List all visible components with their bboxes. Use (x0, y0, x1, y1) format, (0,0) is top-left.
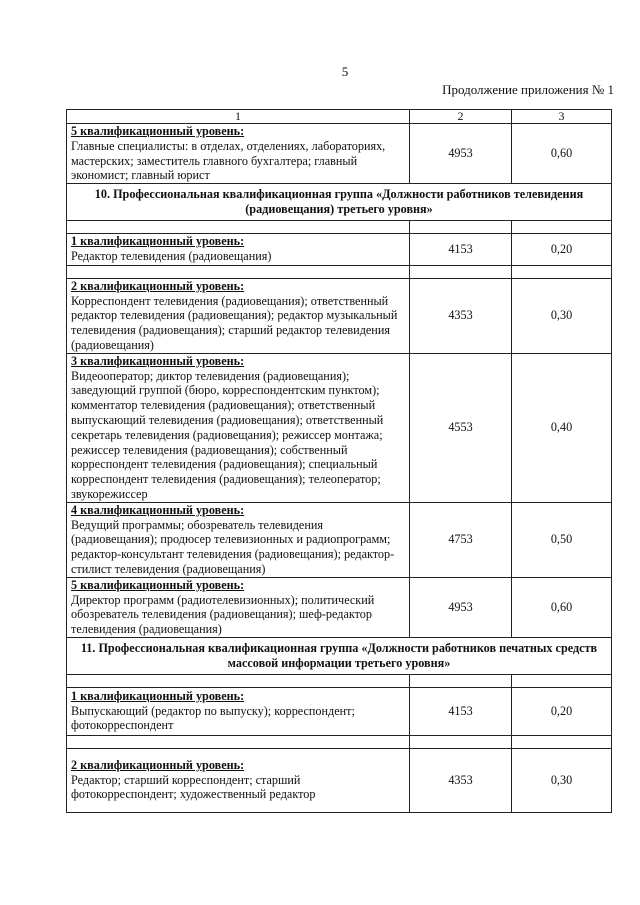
spacer-row (67, 735, 612, 748)
group-title-row (67, 637, 612, 674)
positions-text: Выпускающий (редактор по выпуску); корреспондент; фотокорреспондент (71, 703, 355, 733)
salary-cell: 4953 (410, 124, 512, 184)
header-col-3: 3 (512, 110, 612, 124)
table-row (67, 278, 612, 353)
spacer-row (67, 265, 612, 278)
table-row (67, 353, 612, 502)
position-cell (67, 233, 410, 265)
level-label: 4 квалификационный уровень: (71, 502, 245, 517)
table-row (67, 233, 612, 265)
spacer-row (67, 220, 612, 233)
level-label: 2 квалификационный уровень: (71, 278, 245, 293)
position-cell (67, 577, 410, 637)
level-label: 3 квалификационный уровень: (71, 353, 245, 368)
salary-cell: 4953 (410, 577, 512, 637)
level-label: 1 квалификационный уровень: (71, 688, 245, 703)
coef-cell: 0,20 (512, 687, 612, 735)
position-cell (67, 748, 410, 812)
spacer-cell (67, 735, 410, 748)
positions-text: Главные специалисты: в отделах, отделениях, лабораториях, мастерских; заместитель главного бухгалтера; главный экономист; главный юрист (71, 138, 386, 183)
position-cell (67, 502, 410, 577)
level-label: 1 квалификационный уровень: (71, 234, 245, 249)
spacer-cell (410, 265, 512, 278)
header-col-2: 2 (410, 110, 512, 124)
spacer-cell (512, 735, 612, 748)
group-title-row (67, 184, 612, 221)
level-label: 5 квалификационный уровень: (71, 124, 245, 138)
table-row (67, 748, 612, 812)
spacer-cell (410, 735, 512, 748)
coef-cell: 0,30 (512, 748, 612, 812)
spacer-row (67, 674, 612, 687)
coef-cell: 0,40 (512, 353, 612, 502)
positions-text: Видеооператор; диктор телевидения (радиовещания); заведующий группой (бюро, корреспондентским пунктом); комментатор телевидения (радиовещания); ответственный выпускающий телевидения (радиовещания); ответственный секретарь телевидения (радиовещания); режиссер монтажа; режиссер телевидения (радиовещания); собственный корреспондент телевидения (радиовещания); специальный корреспондент телевидения (радиовещания); телеоператор; звукорежиссер (71, 368, 384, 501)
table-row (67, 124, 612, 184)
coef-cell: 0,20 (512, 233, 612, 265)
salary-cell: 4553 (410, 353, 512, 502)
spacer-cell (67, 674, 410, 687)
coef-cell: 0,30 (512, 278, 612, 353)
coef-cell: 0,60 (512, 577, 612, 637)
table-row (67, 687, 612, 735)
salary-cell: 4353 (410, 278, 512, 353)
page-number: 5 (341, 64, 349, 79)
spacer-cell (512, 265, 612, 278)
group-10-title: 10. Профессиональная квалификационная группа «Должности работников телевидения (радиовещания) третьего уровня» (67, 184, 612, 221)
salary-cell: 4153 (410, 687, 512, 735)
level-label: 5 квалификационный уровень: (71, 577, 245, 592)
spacer-cell (410, 674, 512, 687)
spacer-cell (410, 220, 512, 233)
table-header-row (67, 110, 612, 124)
position-cell (67, 353, 410, 502)
salary-cell: 4153 (410, 233, 512, 265)
appendix-continuation: Продолжение приложения № 1 (442, 82, 614, 97)
coef-cell: 0,50 (512, 502, 612, 577)
table-row (67, 502, 612, 577)
salary-cell: 4753 (410, 502, 512, 577)
position-cell (67, 124, 410, 184)
position-cell (67, 687, 410, 735)
header-col-1: 1 (67, 110, 410, 124)
position-cell (67, 278, 410, 353)
positions-text: Ведущий программы; обозреватель телевидения (радиовещания); продюсер телевизионных и радиопрограмм; редактор-консультант телевидения (радиовещания); редактор-стилист телевидения (радиовещания) (71, 517, 395, 576)
spacer-cell (512, 674, 612, 687)
positions-text: Редактор; старший корреспондент; старший фотокорреспондент; художественный редактор (71, 772, 316, 802)
positions-text: Директор программ (радиотелевизионных); политический обозреватель телевидения (радиовещания); шеф-редактор телевидения (радиовещания) (71, 592, 375, 637)
spacer-cell (67, 220, 410, 233)
salary-cell: 4353 (410, 748, 512, 812)
table-row (67, 577, 612, 637)
spacer-cell (512, 220, 612, 233)
positions-text: Редактор телевидения (радиовещания) (71, 249, 272, 264)
level-label: 2 квалификационный уровень: (71, 757, 245, 772)
spacer-cell (67, 265, 410, 278)
qualification-table (66, 109, 612, 813)
positions-text: Корреспондент телевидения (радиовещания); ответственный редактор телевидения (радиовещания); редактор музыкальный телевидения (радиовещания); старший редактор телевидения (радиовещания) (71, 293, 398, 352)
coef-cell: 0,60 (512, 124, 612, 184)
group-11-title: 11. Профессиональная квалификационная группа «Должности работников печатных средств массовой информации третьего уровня» (67, 637, 612, 674)
